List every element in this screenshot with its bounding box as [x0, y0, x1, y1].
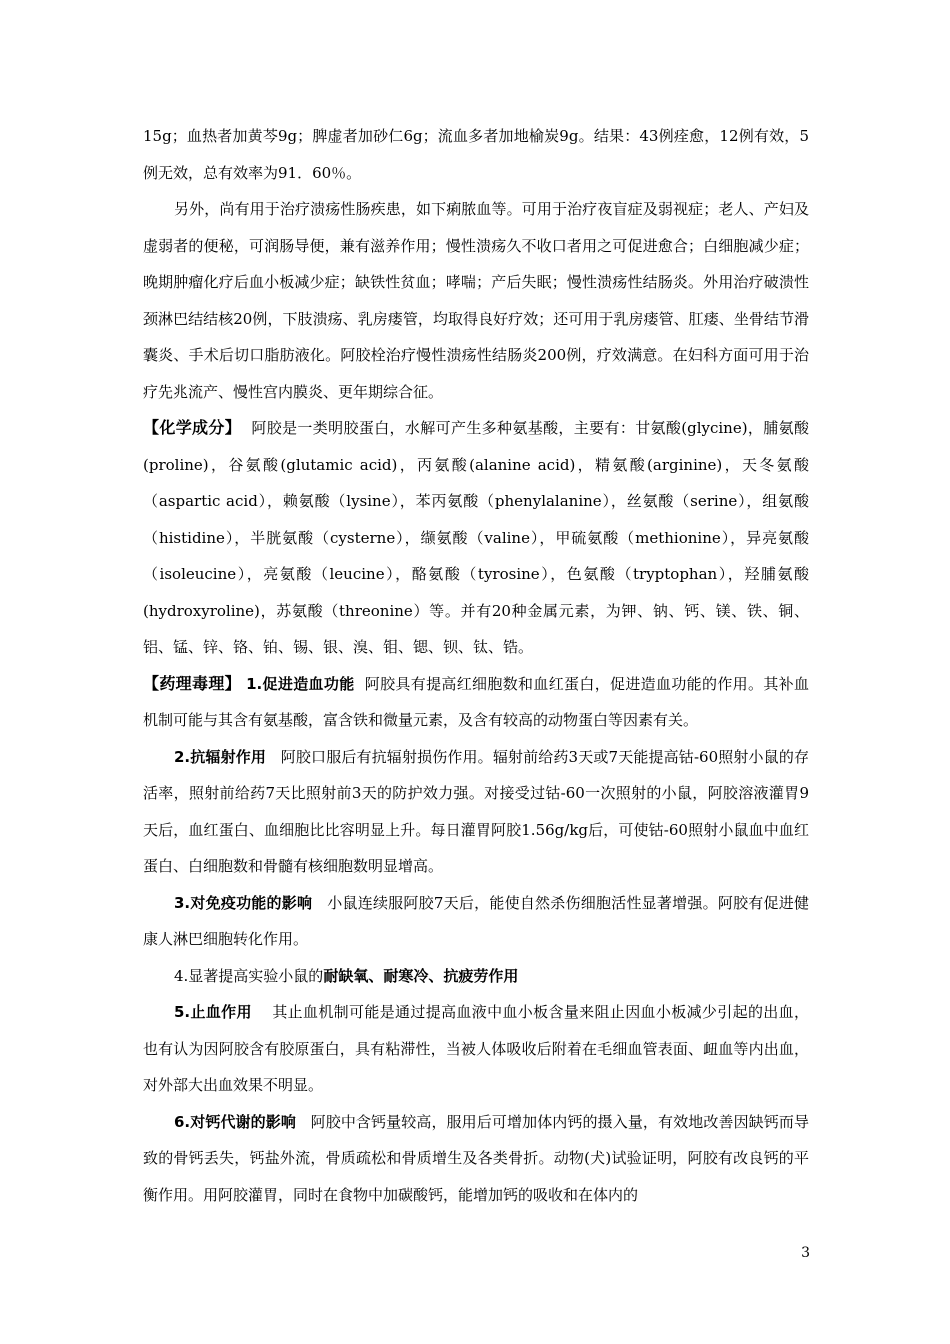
paragraph-other-uses: 另外，尚有用于治疗溃疡性肠疾患，如下痢脓血等。可用于治疗夜盲症及弱视症；老人、产妇及虚弱者的便秘，可润肠导便，兼有滋养作用；慢性溃疡久不收口者用之可促进愈合；白细胞减少症；晚期肿瘤化疗后血小板减少症；缺铁性贫血；哮喘；产后失眠；慢性溃疡性结肠炎。外用治疗破溃性颈淋巴结结核20例，下肢溃疡、乳房瘘管，均取得良好疗效；还可用于乳房瘘管、肛瘘、坐骨结节滑囊炎、手术后切口脂肪液化。阿胶栓治疗慢性溃疡性结肠炎200例，疗效满意。在妇科方面可用于治疗先兆流产、慢性宫内膜炎、更年期综合征。: [143, 200, 809, 401]
item-text: 阿胶具有提高红细胞数和血红蛋白，促进造血功能的作用。其补血机制可能与其含有氨基酸，富含铁和微量元素，及含有较高的动物蛋白等因素有关。: [143, 674, 809, 729]
item-title: 2.抗辐射作用: [174, 747, 267, 766]
item-title: 3.对免疫功能的影响: [174, 893, 313, 912]
section-heading-chemistry: 【化学成分】: [143, 418, 242, 437]
item-text: 阿胶口服后有抗辐射损伤作用。辐射前给药3天或7天能提高钴-60照射小鼠的存活率，照射前给药7天比照射前3天的防护效力强。对接受过钴-60一次照射的小鼠，阿胶溶液灌胃9天后，血红蛋白、血细胞比比容明显上升。每日灌胃阿胶1.56g/kg后，可使钴-60照射小鼠血中血红蛋白、白细胞数和骨髓有核细胞数明显增高。: [143, 747, 809, 875]
document-body: [143, 118, 809, 1213]
item-title: 5.止血作用: [174, 1003, 252, 1021]
item-title: 耐缺氧、耐寒冷、抗疲劳作用: [323, 966, 519, 985]
item-title: 1.促进造血功能: [246, 674, 355, 693]
item-title: 6.对钙代谢的影响: [174, 1112, 296, 1131]
pharmacology-item-3: [143, 885, 809, 958]
paragraph-results: 15g；血热者加黄芩9g；脾虚者加砂仁6g；流血多者加地榆炭9g。结果：43例痊愈，12例有效，5例无效，总有效率为91．60％。: [143, 127, 809, 182]
item-text: 小鼠连续服阿胶7天后，能使自然杀伤细胞活性显著增强。阿胶有促进健康人淋巴细胞转化作用。: [143, 893, 810, 948]
section-heading-pharmacology: 【药理毒理】: [143, 673, 241, 693]
pharmacology-item-5: [143, 994, 809, 1104]
page-number: 3: [801, 1245, 810, 1261]
pharmacology-item-2: [143, 739, 809, 885]
pharmacology-item-6: [143, 1104, 809, 1214]
item-text: 阿胶中含钙量较高，服用后可增加体内钙的摄入量，有效地改善因缺钙而导致的骨钙丢失，钙盐外流，骨质疏松和骨质增生及各类骨折。动物(犬)试验证明，阿胶有改良钙的平衡作用。用阿胶灌胃，同时在食物中加碳酸钙，能增加钙的吸收和在体内的: [143, 1112, 809, 1204]
chemistry-text: 阿胶是一类明胶蛋白，水解可产生多种氨基酸，主要有：甘氨酸(glycine)，脯氨酸(proline)，谷氨酸(glutamic acid)，丙氨酸(alanine acid)，精氨酸(arginine)，天冬氨酸（aspartic acid），赖氨酸（lysine），苯丙氨酸（phenylalanine），丝氨酸（serine），组氨酸（histidine），半胱氨酸（cysterne），缬氨酸（valine），甲硫氨酸（methionine），异亮氨酸（isoleucine），亮氨酸（leucine），酪氨酸（tyrosine），色氨酸（tryptophan），羟脯氨酸(hydroxyroline)，苏氨酸（threonine）等。并有20种金属元素，为钾、钠、钙、镁、铁、铜、铝、锰、锌、铬、铂、锡、银、溴、钼、锶、钡、钛、锆。: [143, 419, 809, 656]
section-pharmacology-item-1: [143, 666, 809, 739]
pharmacology-item-4: [143, 958, 809, 995]
item-text: 其止血机制可能是通过提高血液中血小板含量来阻止因血小板减少引起的出血，也有认为因阿胶含有胶原蛋白，具有粘滞性，当被人体吸收后附着在毛细血管表面、衄血等内出血，对外部大出血效果不明显。: [143, 1003, 809, 1094]
section-chemistry: [143, 410, 809, 666]
item-prefix: 4.显著提高实验小鼠的: [174, 966, 324, 985]
